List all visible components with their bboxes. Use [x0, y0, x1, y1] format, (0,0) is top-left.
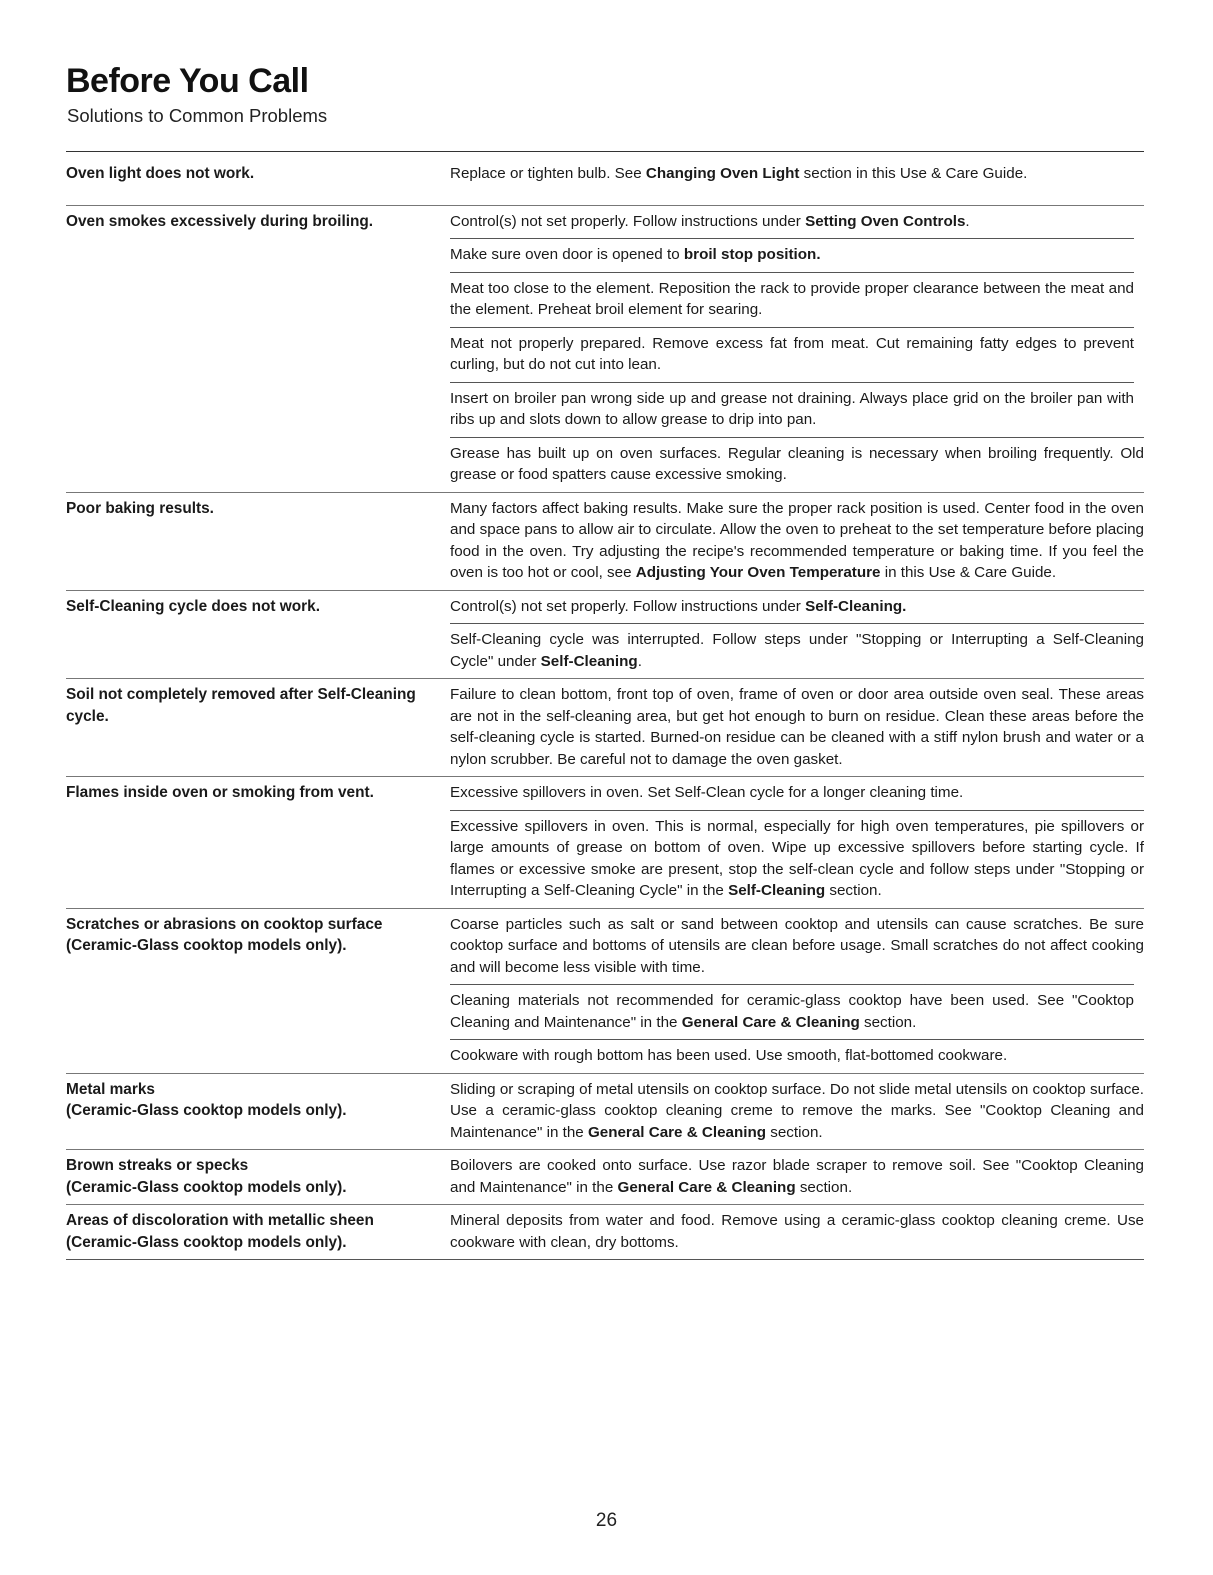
table-row [66, 206, 1144, 493]
solution-item [450, 591, 1144, 624]
solutions-cell [450, 493, 1144, 590]
solution-text: Failure to clean bottom, front top of oven, frame of oven or door area outside oven seal. These areas are not in the self-cleaning area, but get hot enough to burn on residue. Clean these areas before the self-cleaning cycle is started. Burned-on residue can be cleaned with a stiff nylon brush and water or a nylon scrubber. Be careful not to damage the oven gasket. [450, 686, 1144, 768]
problem-cell: Areas of discoloration with metallic sheen (Ceramic-Glass cooktop models only). [66, 1212, 374, 1251]
solution-reference: Self-Cleaning [728, 882, 826, 899]
solution-text: Meat not properly prepared. Remove excess fat from meat. Cut remaining fatty edges to prevent curling, but do not cut into lean. [450, 334, 1134, 373]
solution-reference: Setting Oven Controls [805, 212, 966, 230]
solutions-cell [450, 591, 1144, 679]
problem-cell: Oven light does not work. [66, 165, 255, 182]
solution-item [450, 777, 1144, 810]
solutions-cell [450, 909, 1144, 1073]
solution-text: . [637, 652, 642, 670]
table-row [66, 1205, 1144, 1260]
solution-text: Coarse particles such as salt or sand between cooktop and utensils can cause scratches. Be sure cooktop surface and bottoms of utensils are clean before usage. Small scratches do not affect cooking and will become less visible with time. [450, 915, 1144, 976]
solution-text: Cleaning materials not recommended for ceramic-glass cooktop have been used. See "Cooktop Cleaning and Maintenance" in the [450, 992, 1134, 1031]
table-row [66, 591, 1144, 680]
solutions-cell [450, 206, 1144, 492]
solution-reference: Self-Cleaning [540, 652, 638, 670]
solution-text: . [965, 212, 970, 230]
solution-text: Replace or tighten bulb. See [450, 165, 646, 182]
solution-item [450, 382, 1134, 437]
solution-item [450, 272, 1134, 327]
page-subtitle: Solutions to Common Problems [67, 105, 328, 126]
table-row [66, 157, 1144, 206]
table-row [66, 909, 1144, 1074]
solutions-cell [450, 1205, 1144, 1259]
solution-text: Sliding or scraping of metal utensils on cooktop surface. Do not slide metal utensils on cooktop surface. Use a ceramic-glass cooktop cleaning creme to remove the marks. See "Cooktop Cleaning and Maintenance" in the [450, 1080, 1144, 1141]
solution-item [450, 909, 1144, 985]
solution-item [450, 327, 1134, 382]
solution-text: Boilovers are cooked onto surface. Use razor blade scraper to remove soil. See "Cooktop Cleaning and Maintenance" in the [450, 1157, 1144, 1196]
table-row [66, 493, 1144, 591]
solution-text: Meat too close to the element. Reposition the rack to provide proper clearance between the meat and the element. Preheat broil element for searing. [450, 279, 1134, 318]
solution-text: Many factors affect baking results. Make sure the proper rack position is used. Center food in the oven and space pans to allow air to circulate. Allow the oven to preheat to the set temperature before placing food in the oven. Try adjusting the recipe's recommended temperature or baking time. If you feel the oven is too hot or cool, see [450, 499, 1144, 581]
troubleshooting-table [66, 157, 1144, 1260]
solution-item [450, 1039, 1144, 1073]
solutions-cell [450, 679, 1144, 776]
solution-item [450, 623, 1144, 678]
solution-text: section in this Use & Care Guide. [799, 165, 1028, 182]
solution-reference: Self-Cleaning. [805, 597, 907, 615]
solution-text: section. [766, 1123, 823, 1141]
solution-item [450, 1150, 1144, 1204]
solution-text: Excessive spillovers in oven. Set Self-Clean cycle for a longer cleaning time. [450, 784, 964, 801]
solution-text: Make sure oven door is opened to [450, 246, 684, 263]
solution-text: Control(s) not set properly. Follow instructions under [450, 212, 806, 230]
solution-reference: broil stop position. [683, 246, 821, 263]
problem-cell: Poor baking results. [66, 499, 214, 517]
solution-text: Excessive spillovers in oven. This is normal, especially for high oven temperatures, pie spillovers or large amounts of grease on bottom of oven. Wipe up excessive spillovers before starting cycle. If flames or excessive smoke are present, stop the self-clean cycle and follow steps under "Stopping or Interrupting a Self-Cleaning Cycle" in the [450, 817, 1144, 899]
solution-reference: Adjusting Your Oven Temperature [635, 564, 881, 581]
solutions-cell [450, 777, 1144, 908]
solution-reference: General Care & Cleaning [681, 1013, 860, 1031]
table-row [66, 1074, 1144, 1151]
solution-item [450, 984, 1134, 1039]
solution-item [450, 493, 1144, 590]
solution-text: Self-Cleaning cycle was interrupted. Follow steps under "Stopping or Interrupting a Self-Cleaning Cycle" under [450, 631, 1144, 670]
solution-reference: General Care & Cleaning [587, 1123, 767, 1141]
solution-item [450, 206, 1144, 239]
solution-item [450, 437, 1144, 492]
solution-reference: General Care & Cleaning [617, 1178, 796, 1196]
solution-text: Grease has built up on oven surfaces. Regular cleaning is necessary when broiling frequently. Old grease or food spatters cause excessive smoking. [450, 444, 1144, 483]
solution-item [450, 238, 1134, 272]
solution-text: Mineral deposits from water and food. Remove using a ceramic-glass cooktop cleaning creme. Use cookware with clean, dry bottoms. [450, 1212, 1144, 1251]
problem-cell: Oven smokes excessively during broiling. [66, 212, 374, 230]
table-row [66, 679, 1144, 777]
solution-reference: Changing Oven Light [645, 165, 800, 182]
solution-item [450, 1205, 1144, 1259]
table-row [66, 1150, 1144, 1205]
solution-item [450, 157, 1144, 205]
problem-cell: Metal marks (Ceramic-Glass cooktop models only). [66, 1080, 347, 1119]
solution-text: Control(s) not set properly. Follow instructions under [450, 597, 806, 615]
solution-text: section. [859, 1013, 917, 1031]
page-title: Before You Call [66, 62, 309, 100]
problem-cell: Brown streaks or specks (Ceramic-Glass cooktop models only). [66, 1157, 347, 1196]
solutions-cell [450, 157, 1144, 205]
solution-item [450, 679, 1144, 776]
problem-cell: Soil not completely removed after Self-Cleaning cycle. [66, 686, 416, 725]
problem-cell: Flames inside oven or smoking from vent. [66, 784, 374, 801]
solution-text: section. [825, 882, 882, 899]
table-row [66, 777, 1144, 909]
solutions-cell [450, 1150, 1144, 1204]
problem-cell: Scratches or abrasions on cooktop surface (Ceramic-Glass cooktop models only). [66, 915, 383, 954]
page-number: 26 [595, 1510, 618, 1531]
solution-text: Cookware with rough bottom has been used. Use smooth, flat-bottomed cookware. [450, 1047, 1008, 1064]
solution-item [450, 1074, 1144, 1150]
top-rule [66, 151, 1144, 152]
solution-text: in this Use & Care Guide. [880, 564, 1057, 581]
solution-item [450, 810, 1144, 908]
solution-text: Insert on broiler pan wrong side up and grease not draining. Always place grid on the broiler pan with ribs up and slots down to allow grease to drip into pan. [450, 389, 1134, 428]
solution-text: section. [795, 1178, 853, 1196]
problem-cell: Self-Cleaning cycle does not work. [66, 597, 321, 615]
solutions-cell [450, 1074, 1144, 1150]
